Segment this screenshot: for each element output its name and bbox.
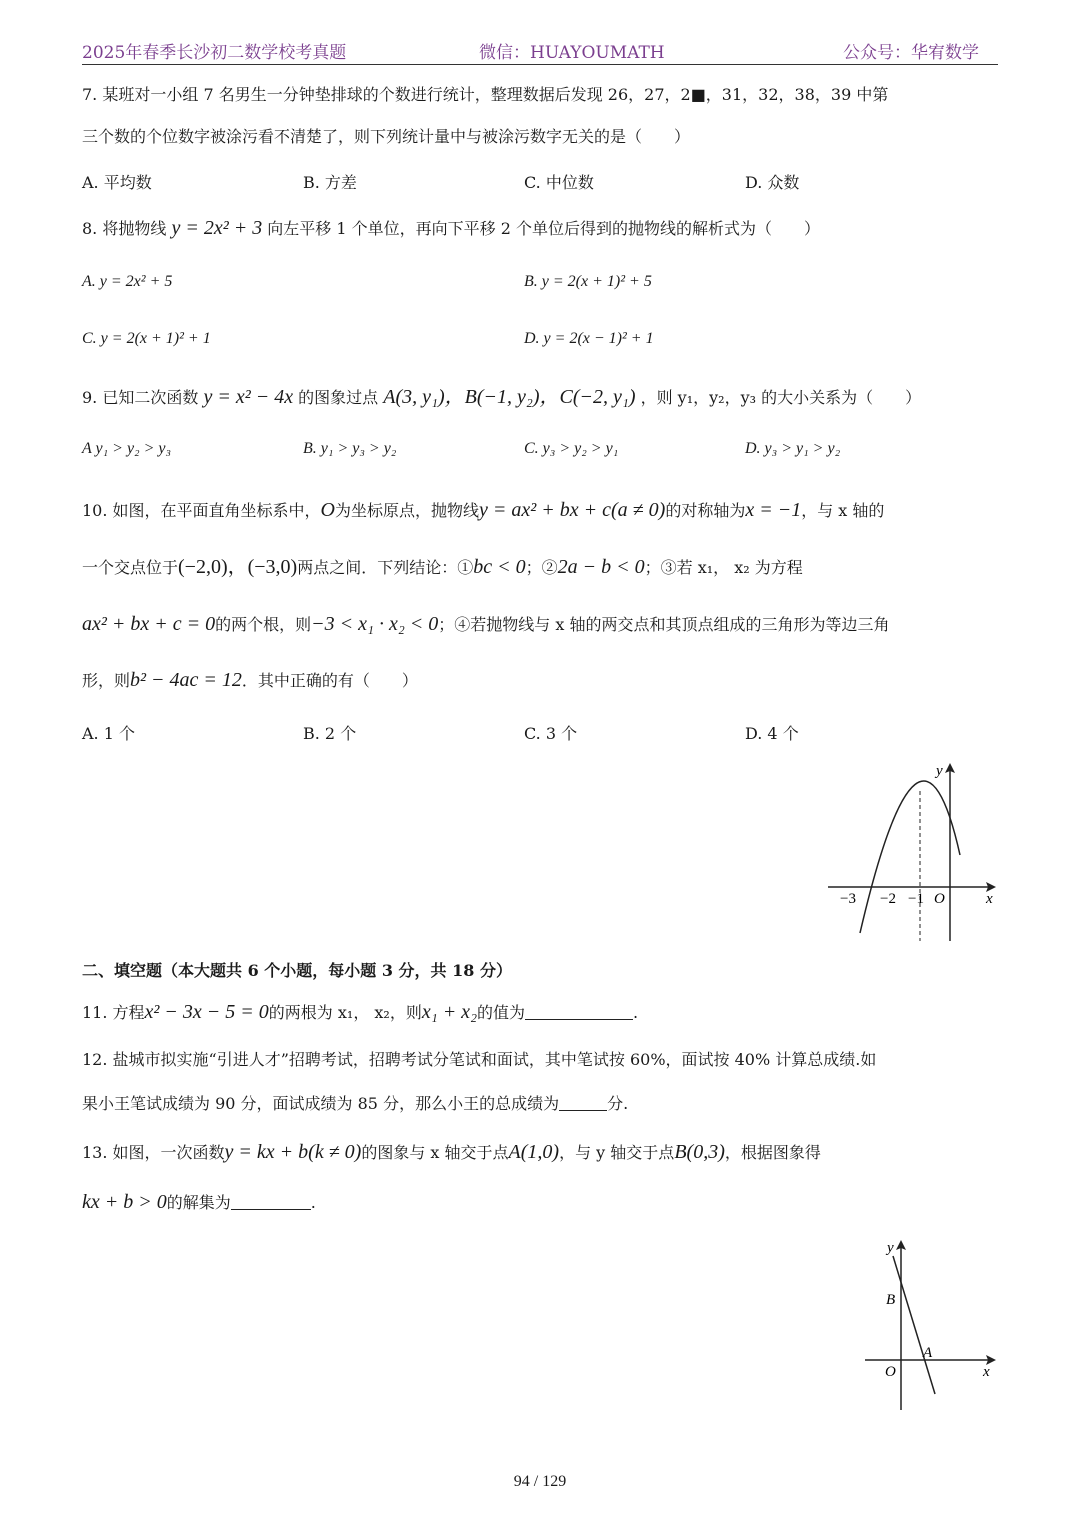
q7-line2: 三个数的个位数字被涂污看不清楚了，则下列统计量中与被涂污数字无关的是（ ）: [82, 127, 691, 146]
q9-stem: [82, 385, 921, 409]
q13-line1: [82, 1140, 821, 1164]
q7-option-b: B. 方差: [303, 173, 357, 192]
q10-line3-mid: 的两个根，则: [215, 615, 312, 634]
q10-line1-mid: 为坐标原点，抛物线: [335, 501, 480, 520]
q11-sum: x₁ + x₂: [421, 1001, 478, 1023]
q10-line4: [82, 668, 418, 692]
q10-origin-label: O: [934, 891, 945, 907]
q13-x-label: x: [983, 1364, 990, 1380]
q10-line1: [82, 498, 884, 522]
q8-prefix: 8. 将抛物线: [82, 219, 167, 238]
q13-point-a: A(1,0): [508, 1141, 560, 1163]
q10-parabola-curve: [860, 781, 960, 933]
q10-line3: [82, 612, 890, 636]
q13-b-label: B: [886, 1292, 896, 1308]
q12-line2: [82, 1094, 628, 1113]
header-center: 微信：HUAYOUMATH: [479, 43, 665, 63]
q9-prefix: 9. 已知二次函数: [82, 388, 199, 407]
q9-option-b: B. y₁ > y₃ > y₂: [303, 440, 397, 457]
q11-suffix: 的值为: [477, 1003, 526, 1022]
q10-interval-points: (−2,0)，(−3,0): [178, 556, 298, 578]
q7-line1: 7. 某班对一小组 7 名男生一分钟垫排球的个数进行统计，整理数据后发现 26，27，2■，31，32，38，39 中第: [82, 85, 889, 104]
q8-option-c: C. y = 2(x + 1)² + 1: [82, 330, 211, 347]
q13-line-figure: [855, 1232, 1005, 1417]
q7-option-d: D. 众数: [745, 173, 800, 192]
q12-answer-blank[interactable]: [559, 1110, 607, 1111]
q11-answer-blank[interactable]: [525, 1019, 633, 1020]
q12-line2-text: 果小王笔试成绩为 90 分，面试成绩为 85 分，那么小王的总成绩为: [82, 1094, 560, 1113]
q9-expr: y = x² − 4x: [203, 386, 294, 408]
q10-origin-o: O: [320, 499, 335, 521]
q13-suffix: ，根据图象得: [724, 1143, 821, 1162]
q13-mid2: ，与 y 轴交于点: [559, 1143, 675, 1162]
q10-tick-minus2: −2: [880, 891, 896, 907]
q9-option-c: C. y₃ > y₂ > y₁: [524, 440, 619, 457]
q8-option-a: A. y = 2x² + 5: [82, 273, 173, 290]
q10-line2: [82, 555, 803, 579]
q13-prefix: 13. 如图，一次函数: [82, 1143, 225, 1162]
q13-a-label: A: [923, 1345, 933, 1361]
q10-axis-expr: x = −1: [745, 499, 802, 521]
q11-equation: x² − 3x − 5 = 0: [144, 1001, 269, 1023]
q11-prefix: 11. 方程: [82, 1003, 145, 1022]
q10-inequality: −3 < x₁ · x₂ < 0: [311, 613, 439, 635]
q10-parabola-figure: [820, 755, 1005, 945]
q13-mid: 的图象与 x 轴交于点: [361, 1143, 509, 1162]
q8-suffix: 向左平移 1 个单位，再向下平移 2 个单位后得到的抛物线的解析式为（ ）: [267, 219, 821, 238]
q8-option-b: B. y = 2(x + 1)² + 5: [524, 273, 652, 290]
q8-stem: [82, 216, 820, 240]
q7-option-c: C. 中位数: [524, 173, 594, 192]
q12-line1: 12. 盐城市拟实施“引进人才”招聘考试，招聘考试分笔试和面试，其中笔试按 60%，面试按 40% 计算总成绩.如: [82, 1050, 877, 1069]
q10-conclusion-1: bc < 0: [473, 556, 526, 578]
header-rule: [82, 64, 998, 65]
q10-option-c: C. 3 个: [524, 724, 578, 743]
q7-option-a: A. 平均数: [82, 173, 152, 192]
header-right: 公众号：华宥数学: [843, 43, 979, 63]
q13-line2-suffix: 的解集为: [166, 1193, 231, 1212]
q10-option-d: D. 4 个: [745, 724, 799, 743]
header-left: 2025年春季长沙初二数学校考真题: [82, 43, 347, 63]
page-number: 94 / 129: [513, 1473, 567, 1490]
q13-line-graph: [893, 1256, 935, 1394]
q9-option-d: D. y₃ > y₁ > y₂: [745, 440, 841, 457]
section-fill-in-title: 二、填空题（本大题共 6 个小题，每小题 3 分，共 18 分）: [82, 961, 512, 980]
q13-answer-blank[interactable]: [231, 1209, 311, 1210]
q10-conclusion-2: 2a − b < 0: [557, 556, 645, 578]
q10-parabola-expr: y = ax² + bx + c(a ≠ 0): [479, 499, 666, 521]
q9-option-a: A y₁ > y₂ > y₃: [82, 440, 172, 457]
q9-mid: 的图象过点: [298, 388, 379, 407]
q10-line3-suffix: ；④若抛物线与 x 轴的两交点和其顶点组成的三角形为等边三角: [438, 615, 890, 634]
q9-suffix: ，则 y₁，y₂，y₃ 的大小关系为（ ）: [640, 388, 922, 407]
q13-o-label: O: [885, 1364, 896, 1380]
q10-option-a: A. 1 个: [82, 724, 135, 743]
q13-y-label: y: [887, 1240, 894, 1256]
q10-line2-suffix: ；③若 x₁， x₂ 为方程: [644, 558, 803, 577]
q10-option-b: B. 2 个: [303, 724, 357, 743]
q9-points: A(3, y₁)，B(−1, y₂)，C(−2, y₁): [383, 386, 636, 408]
q10-line2-prefix: 一个交点位于: [82, 558, 179, 577]
q13-line2: kx + b > 0的解集为 .: [82, 1191, 316, 1213]
q10-sep: ；②: [525, 558, 558, 577]
q10-x-label: x: [986, 891, 993, 907]
q10-line4-suffix: ．其中正确的有（ ）: [241, 671, 418, 690]
q10-line4-prefix: 形，则: [82, 671, 131, 690]
q13-linear-expr: y = kx + b(k ≠ 0): [224, 1141, 362, 1163]
q10-tick-minus1: −1: [908, 891, 924, 907]
q10-equation: ax² + bx + c = 0: [82, 613, 216, 635]
q11-mid: 的两根为 x₁， x₂，则: [268, 1003, 422, 1022]
q12-line2-suffix: 分.: [607, 1094, 629, 1113]
q10-discriminant: b² − 4ac = 12: [130, 669, 242, 691]
q8-option-d: D. y = 2(x − 1)² + 1: [524, 330, 654, 347]
q10-axis-text: 的对称轴为: [665, 501, 746, 520]
q11-stem: 11. 方程x² − 3x − 5 = 0的两根为 x₁， x₂，则x₁ + x₂的值为 .: [82, 1001, 639, 1023]
q13-inequality: kx + b > 0: [82, 1191, 167, 1213]
q10-line1-suffix: ，与 x 轴的: [801, 501, 885, 520]
q10-tick-minus3: −3: [840, 891, 856, 907]
q10-y-label: y: [936, 763, 943, 779]
q10-line2-mid: 两点之间．下列结论：①: [297, 558, 474, 577]
q8-expr: y = 2x² + 3: [171, 217, 263, 239]
q13-point-b: B(0,3): [674, 1141, 725, 1163]
q10-line1-prefix: 10. 如图，在平面直角坐标系中，: [82, 501, 321, 520]
